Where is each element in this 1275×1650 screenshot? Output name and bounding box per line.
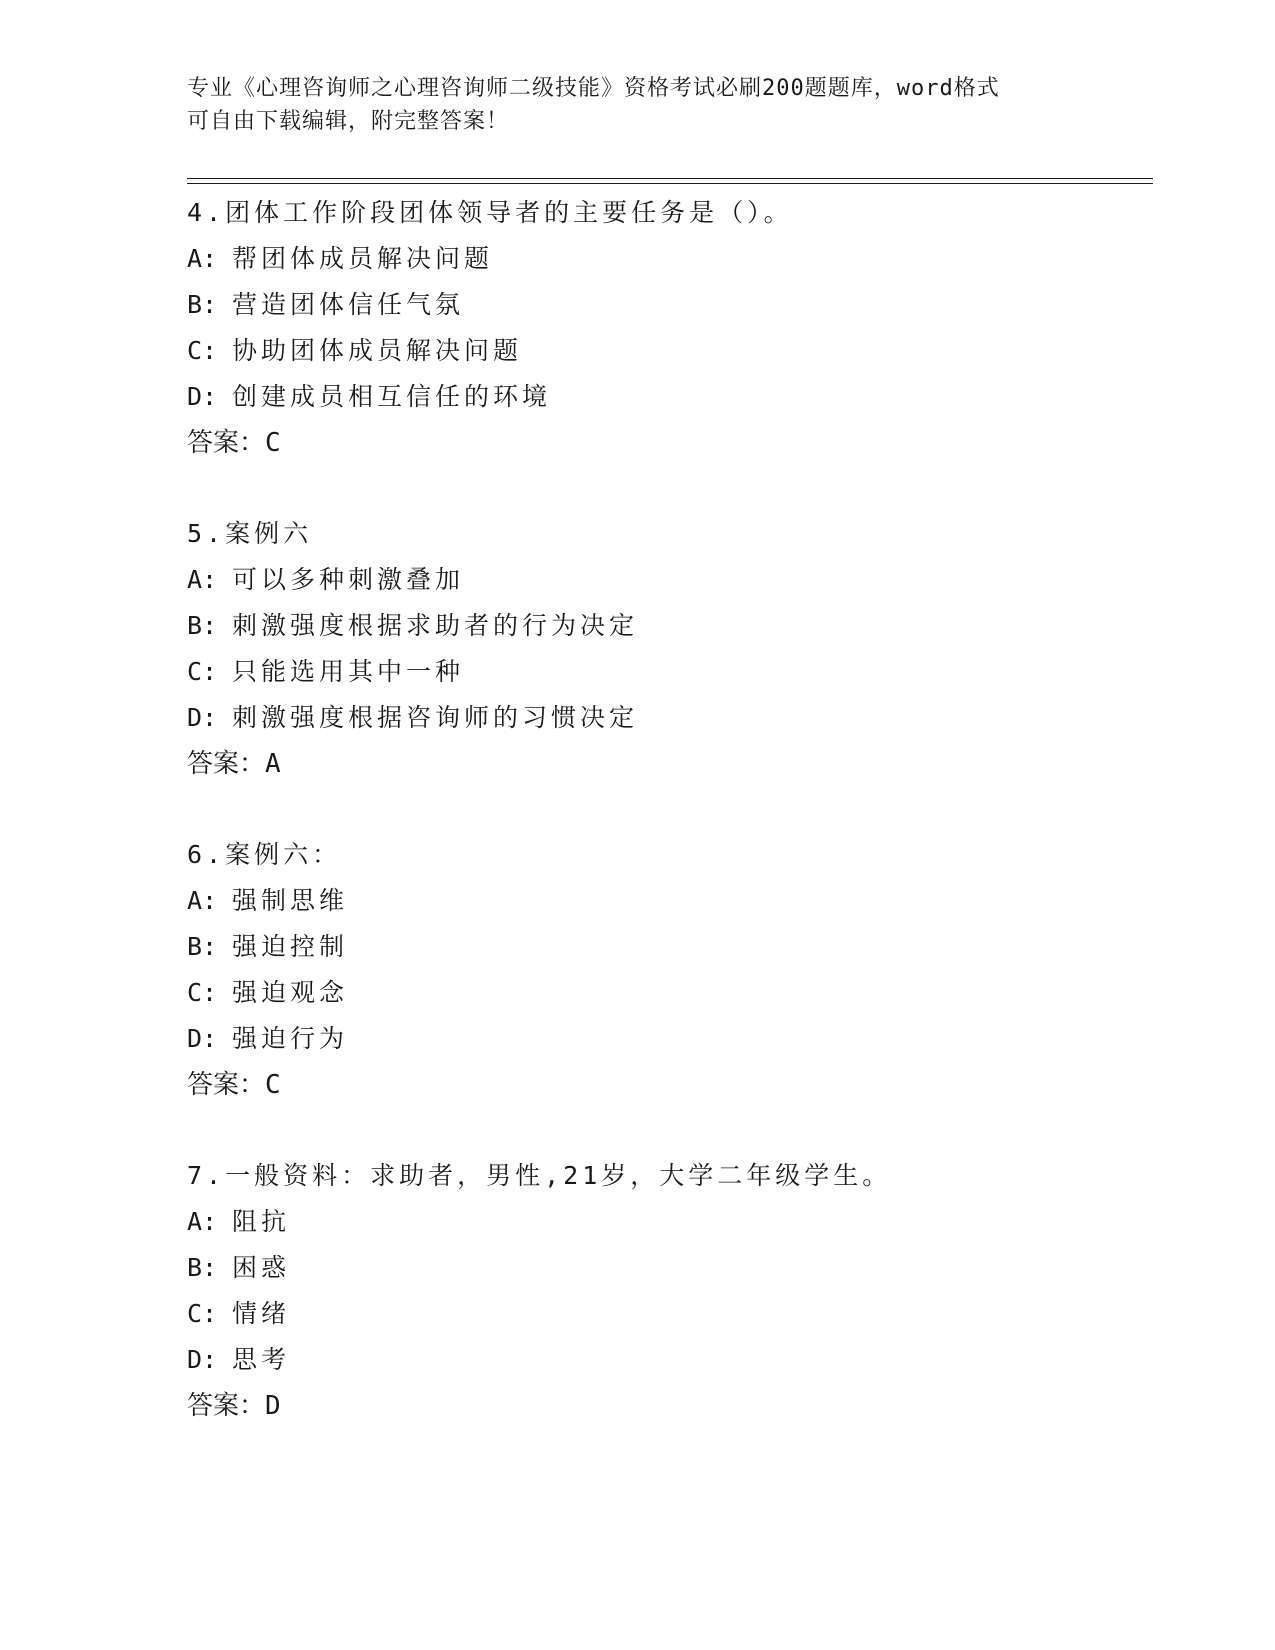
option-a [187,878,1147,924]
answer-label: 答案： [187,1070,266,1100]
header-divider-bottom [187,183,1153,184]
option-letter: B: [187,611,218,640]
option-text: 创建成员相互信任的环境 [232,382,552,411]
option-letter: C: [187,336,218,365]
option-text: 帮团体成员解决问题 [232,244,494,273]
option-letter: C: [187,657,218,686]
question-item-4 [187,190,1147,466]
option-d [187,695,1147,741]
answer-value: C [265,428,281,458]
question-stem: 4.团体工作阶段团体领导者的主要任务是（）。 [187,198,793,227]
option-c [187,649,1147,695]
option-text: 只能选用其中一种 [232,657,465,686]
answer-line [187,1383,1147,1429]
option-letter: C: [187,1299,218,1328]
option-letter: D: [187,1345,218,1374]
option-d [187,374,1147,420]
option-letter: D: [187,1024,218,1053]
option-text: 营造团体信任气氛 [232,290,465,319]
option-d [187,1016,1147,1062]
option-letter: A: [187,244,218,273]
answer-line [187,420,1147,466]
option-letter: B: [187,290,218,319]
question-stem: 6.案例六： [187,840,342,869]
answer-label: 答案： [187,428,266,458]
answer-value: A [265,749,281,779]
option-b [187,282,1147,328]
option-b [187,603,1147,649]
question-stem: 5.案例六 [187,519,313,548]
header-divider-top [187,178,1153,179]
answer-value: C [265,1070,281,1100]
option-c [187,328,1147,374]
question-item-7 [187,1153,1147,1429]
option-text: 强迫控制 [232,932,349,961]
question-item-6 [187,832,1147,1108]
option-letter: D: [187,703,218,732]
option-a [187,557,1147,603]
option-text: 可以多种刺激叠加 [232,565,465,594]
question-item-5 [187,511,1147,787]
answer-label: 答案： [187,749,266,779]
question-list [187,190,1147,1474]
option-a [187,236,1147,282]
answer-value: D [265,1391,281,1421]
option-text: 强迫观念 [232,978,349,1007]
answer-line [187,741,1147,787]
option-text: 强迫行为 [232,1024,349,1053]
option-letter: A: [187,565,218,594]
option-letter: A: [187,1207,218,1236]
option-text: 强制思维 [232,886,349,915]
option-b [187,1245,1147,1291]
answer-line [187,1062,1147,1108]
option-a [187,1199,1147,1245]
header-line-1: 专业《心理咨询师之心理咨询师二级技能》资格考试必刷200题题库，word格式 [187,76,1000,101]
option-c [187,1291,1147,1337]
option-text: 刺激强度根据咨询师的习惯决定 [232,703,639,732]
option-d [187,1337,1147,1383]
option-text: 协助团体成员解决问题 [232,336,523,365]
option-letter: C: [187,978,218,1007]
option-b [187,924,1147,970]
option-text: 情绪 [232,1299,291,1328]
answer-label: 答案： [187,1391,266,1421]
option-text: 困惑 [232,1253,291,1282]
option-text: 思考 [232,1345,291,1374]
option-c [187,970,1147,1016]
option-letter: A: [187,886,218,915]
option-letter: D: [187,382,218,411]
option-letter: B: [187,1253,218,1282]
question-stem: 7.一般资料：求助者，男性,21岁，大学二年级学生。 [187,1161,892,1190]
option-text: 阻抗 [232,1207,291,1236]
option-letter: B: [187,932,218,961]
header-line-2: 可自由下载编辑，附完整答案！ [187,109,510,134]
document-header [187,72,1087,138]
option-text: 刺激强度根据求助者的行为决定 [232,611,639,640]
